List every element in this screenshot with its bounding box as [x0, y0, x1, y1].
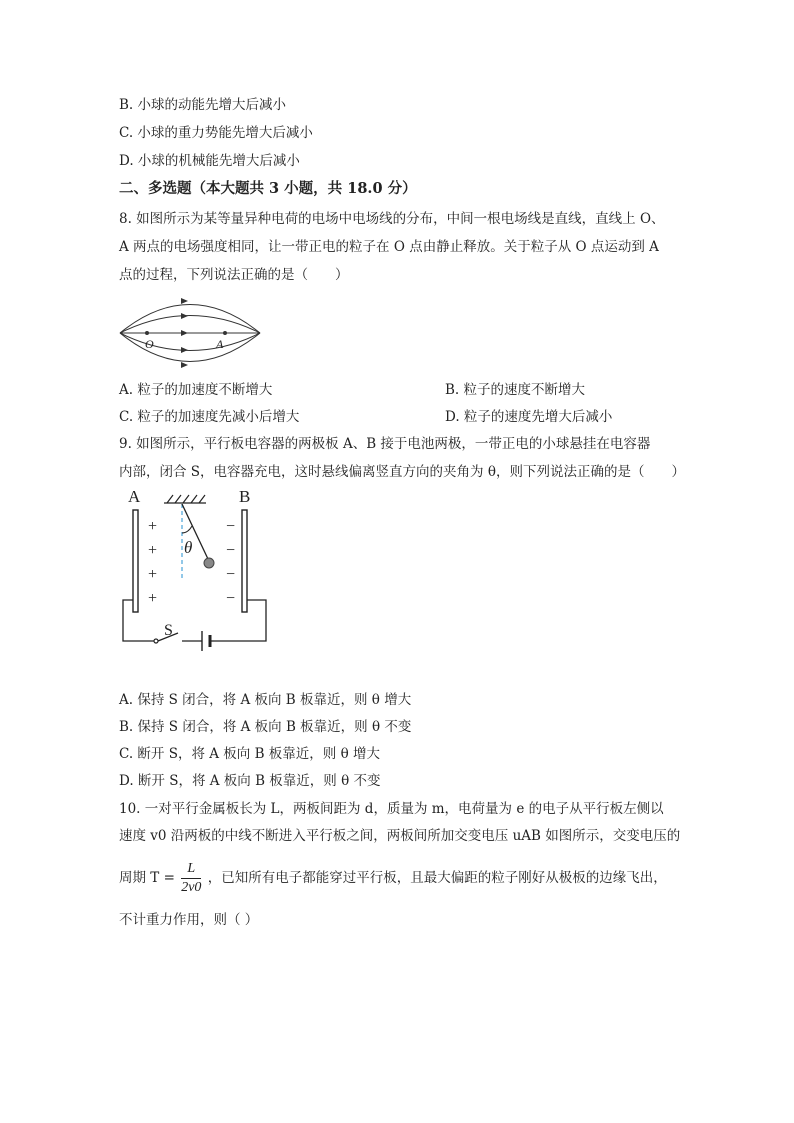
- q9-option-b[interactable]: B. 保持 S 闭合，将 A 板向 B 板靠近，则 θ 不变: [119, 719, 412, 735]
- q7-option-c[interactable]: C. 小球的重力势能先增大后减小: [119, 125, 313, 141]
- fraction-numerator: L: [181, 860, 201, 879]
- point-a-label: A: [216, 337, 224, 351]
- point-o-label: O: [145, 337, 154, 351]
- q9-stem-line2: 内部，闭合 S，电容器充电，这时悬线偏离竖直方向的夹角为 θ，则下列说法正确的是（ ）: [119, 464, 685, 480]
- plus-sign: +: [148, 566, 158, 583]
- q10-stem-line2: 速度 v0 沿两板的中线不断进入平行板之间，两板间所加交变电压 uAB 如图所示，交变电压的: [119, 828, 681, 844]
- period-fraction: [181, 860, 201, 897]
- minus-sign: −: [226, 566, 236, 583]
- switch-contact: [154, 639, 158, 643]
- q8-option-d[interactable]: D. 粒子的速度先增大后减小: [445, 409, 613, 425]
- q7-option-b[interactable]: B. 小球的动能先增大后减小: [119, 97, 287, 113]
- section-heading: 二、多选题（本大题共 3 小题，共 18.0 分）: [119, 180, 417, 197]
- angle-arc: [182, 526, 192, 533]
- point-a-dot: [223, 331, 227, 335]
- q10-period-suffix: ，已知所有电子都能穿过平行板，且最大偏距的粒子刚好从极板的边缘飞出，: [207, 870, 667, 886]
- charged-ball: [204, 558, 214, 568]
- q8-option-b[interactable]: B. 粒子的速度不断增大: [445, 382, 586, 398]
- q10-stem-line4: 不计重力作用，则（ ）: [119, 912, 259, 928]
- plate-b-label: B: [239, 487, 251, 506]
- arrow-icon: [181, 298, 188, 304]
- q10-period-prefix: 周期 T =: [119, 870, 175, 886]
- arrow-icon: [181, 362, 188, 368]
- q8-option-a[interactable]: A. 粒子的加速度不断增大: [119, 382, 273, 398]
- q9-option-a[interactable]: A. 保持 S 闭合，将 A 板向 B 板靠近，则 θ 增大: [119, 692, 412, 708]
- arrow-icon: [181, 313, 188, 319]
- q7-option-d[interactable]: D. 小球的机械能先增大后减小: [119, 153, 300, 169]
- q9-capacitor-figure: [118, 485, 278, 660]
- field-line-outer-bottom: [120, 333, 260, 362]
- q10-stem-line1: 10. 一对平行金属板长为 L，两板间距为 d，质量为 m，电荷量为 e 的电子从平行板左侧以: [119, 801, 664, 817]
- plus-sign: +: [148, 518, 158, 535]
- minus-sign: −: [226, 590, 236, 607]
- plus-sign: +: [148, 590, 158, 607]
- plate-b: [242, 510, 247, 612]
- q8-stem-line1: 8. 如图所示为某等量异种电荷的电场中电场线的分布，中间一根电场线是直线，直线上 O、: [119, 211, 665, 227]
- q8-field-lines-figure: [115, 292, 265, 374]
- minus-sign: −: [226, 518, 236, 535]
- q8-option-c[interactable]: C. 粒子的加速度先减小后增大: [119, 409, 300, 425]
- arrow-icon: [181, 330, 188, 336]
- minus-sign: −: [226, 542, 236, 559]
- q8-stem-line2: A 两点的电场强度相同，让一带正电的粒子在 O 点由静止释放。关于粒子从 O 点运动到 A: [119, 239, 659, 255]
- plate-a-label: A: [128, 487, 141, 506]
- plus-sign: +: [148, 542, 158, 559]
- q9-option-d[interactable]: D. 断开 S，将 A 板向 B 板靠近，则 θ 不变: [119, 773, 381, 789]
- switch-label: S: [164, 622, 173, 639]
- angle-theta-label: θ: [184, 538, 193, 557]
- point-o-dot: [145, 331, 149, 335]
- q8-stem-line3: 点的过程，下列说法正确的是（ ）: [119, 267, 349, 283]
- q9-option-c[interactable]: C. 断开 S，将 A 板向 B 板靠近，则 θ 增大: [119, 746, 381, 762]
- arrow-icon: [181, 347, 188, 353]
- circuit-wires: [123, 600, 266, 641]
- ceiling-support: [164, 495, 206, 503]
- q9-stem-line1: 9. 如图所示，平行板电容器的两极板 A、B 接于电池两极，一带正电的小球悬挂在电容器: [119, 436, 651, 452]
- q10-stem-line3: [119, 857, 667, 899]
- field-line-outer-top: [120, 305, 260, 334]
- plate-a: [133, 510, 138, 612]
- fraction-denominator: 2v0: [181, 880, 202, 895]
